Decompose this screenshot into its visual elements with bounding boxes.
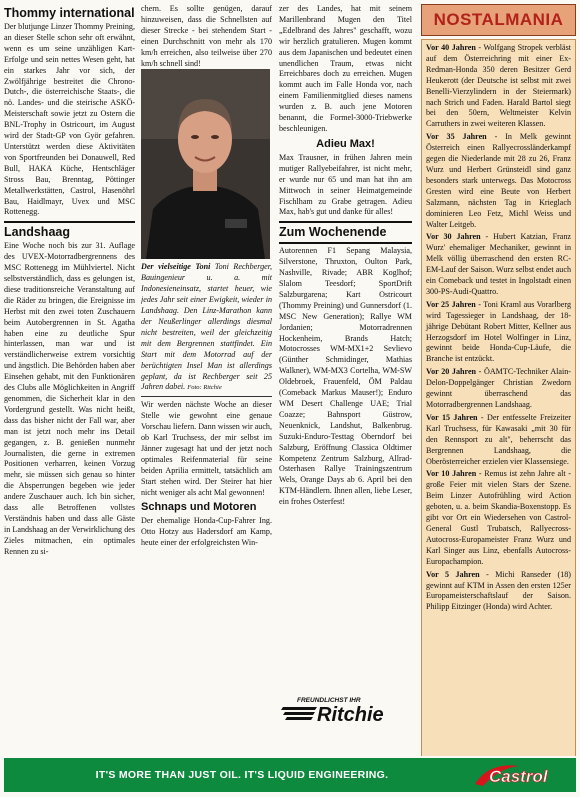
article-schnaps-cont: zer des Landes, hat mit seinem Marillenbrand Mugen den Titel „Edelbrand des Jahres" geschafft, wozu wir herzlich gratulieren. Mugen kommt aus dem Japanischen und bedeutet einen unendlichen Traum, etwas nicht Erreichbares doch zu erreichen. Mugen kommt auch im Falle Honda vor, nach einem Familienmitglied dieses namens wurden z. B. auch jene Motoren benannt, die Formel-3000-Triebwerke beschleunigen.	[279, 4, 412, 133]
item-text: - Der entfesselte Freizeiter Karl Truchsess, für Kawasaki „mit 30 für den Rennsport zu alt", beherrscht das Bergrennen Landshaag, die Oberösterreicher erzielen vier Klassensiege.	[426, 412, 572, 466]
nostalmania-item	[426, 570, 571, 614]
item-lead: Vor 20 Jahren	[426, 367, 477, 377]
portrait-man-image	[141, 69, 270, 259]
nostalmania-item	[426, 367, 571, 411]
divider	[279, 242, 412, 244]
caption-text: Toni Rechberger, Bauingenieur u. a. mit Indonesieneinsatz, startet heuer, wie jedes Jahr seit einer Ewigkeit, wieder in Landshaag. Den Linz-Marathon kann der Neußerlinger allerdings diesmal nicht bestreiten, weil der gleichzeitig mit dem Bergrennen stattfindet. Ein Start mit dem Motorrad auf der berüchtigten Insel Man ist allerdings geplant, da ist Rechberger seit 25 Jahren dabei.	[141, 262, 272, 392]
item-text: - In Melk gewinnt Österreich einen Rallyecrossländerkampf gegen die Niederlande mit 28 zu 26, Franz Wurz und Herbert Grünsteidl sind ganz besonders stark unterwegs. Das Motocross Gresten wird eine Beute von Herbert Salzmann, nächsten Tag in Krieglach dominieren Leo Fetz, Michl Weiss und Walter Leitgeb.	[426, 132, 571, 229]
item-lead: Vor 35 Jahren	[426, 132, 487, 142]
castrol-wordmark: Castrol	[489, 767, 548, 786]
item-lead: Vor 30 Jahren	[426, 232, 481, 242]
heading-thommy-international: Thommy international	[4, 6, 135, 20]
article-landshaag: Eine Woche noch bis zur 31. Auflage des UVEX-Motorradbergrennens des MSC Rottenegg im Mühlviertel. Nicht selbstverständlich, dass es gelungen ist, diese traditionsreiche Veranstaltung auf die Räder zu bringen, die Ereignisse im Herbst mit den zwei toten Zuschauern beim Autobergrennen in St. Agatha haben eine zu deutliche Spur hinterlassen, man war und ist verständlicherweise extrem vorsichtig und ängstlich. Die Behörden haben aber Einsehen gehabt, mit den Funktionären des Clubs alle Möglichkeiten in Angriff genommen, die Sicherheit klar in den Vordergrund gestellt. Was nicht heißt, dass das bisher nicht der Fall war, aber man ist jetzt noch mehr ins Detail gegangen, z. B. genießen nunmehr Journalisten, die gerne in extremen Positionen verharren, keinen Vorzug mehr, sie müssen sich genau so hinter die Absperrungen begeben wie jeder andere Zuschauer auch. Ich bin sicher, dass alle Betroffenen vollstes Verständnis haben und dass alle Gäste in Landshaag an der Verwirklichung des Zieles mitmachen, ein optimales Rennen zu si-	[4, 241, 135, 556]
item-text: - Wolfgang Stropek verbläst auf dem Österreichring mit einer Ex-Redman-Honda 350 deren Besitzer Gerd Heukerott (der Deutsche ist selbst mit zwei Benelli-Vierzylindern in der Steiermark) nach Strich und Faden. Harald Bartol siegt bei den 50ern, Weltmeister Kelvin Carruthers in zwei weiteren Klassen.	[426, 43, 571, 129]
portrait-photo	[141, 69, 270, 259]
article-adieu-max: Max Trausner, in frühen Jahren mein mutiger Rallyebeifahrer, ist nicht mehr, er wurde nur 65 und man hat ihn am Mittwoch in seiner Heimatgemeinde Fischlham zu Grabe getragen. Adieu Max, hab's gut und danke für alles!	[279, 152, 412, 217]
photo-credit: Foto: Ritchie	[187, 384, 222, 392]
heading-adieu-max: Adieu Max!	[316, 137, 375, 150]
banner-slogan: IT'S MORE THAN JUST OIL. IT'S LIQUID ENGINEERING.	[95, 769, 389, 781]
nostalmania-item	[426, 43, 571, 130]
article-schnaps: Der ehemalige Honda-Cup-Fahrer Ing. Otto Hotzy aus Hadersdorf am Kamp, heute einer der erfolgreichsten Win-	[141, 516, 272, 548]
item-lead: Vor 15 Jahren	[426, 412, 478, 422]
item-text: - Remus ist zehn Jahre alt - große Feier mit vielen Stars der Szene. Beim Linzer Autofrühling wird Action geboten, u. a. beim Skandia-Boxenstopp. Es gibt vor Ort ein Wiedersehen von Castrol-General Gustl Trubatsch, Rallyecross-Autocross-Europameister Franz Wurz und Karl Singer aus Linz, ebenfalls Autocross-Europachampion.	[426, 469, 571, 566]
nostalmania-title: NOSTALMANIA	[433, 9, 564, 29]
item-lead: Vor 40 Jahren	[426, 43, 476, 52]
nostalmania-item	[426, 232, 571, 297]
item-text: - Toni Kraml aus Vorarlberg wird Tagessieger in Landshaag, der 18-jährige Debütant Robert Mitter, Kellner aus Herzogsdorf im Hotel Wolfinger in Linz, gewinnt beide Honda-Cup-Läufe, die Branche ist entzückt.	[426, 299, 571, 364]
column-3	[279, 4, 412, 754]
item-text: - Michi Ranseder (18) gewinnt auf KTM in Assen den ersten 125er Europameisterschaftslauf der Saison. Philipp Eitzinger (Honda) wird Achter.	[426, 569, 571, 612]
nostalmania-item	[426, 413, 571, 468]
column-2	[141, 4, 272, 754]
divider	[141, 396, 272, 397]
column-4	[421, 4, 576, 756]
caption-lead: Der vielseitige Toni	[141, 262, 211, 272]
photo-caption	[141, 262, 272, 394]
item-lead: Vor 10 Jahren	[426, 469, 477, 479]
heading-zum-wochenende: Zum Wochenende	[279, 225, 387, 240]
divider	[279, 221, 412, 223]
nostalmania-box	[421, 39, 576, 756]
article-landshaag-cont: chern. Es sollte genügen, darauf hinzuweisen, dass die Schnellsten auf dieser Strecke - bei stehendem Start - einen Durchschnitt von mehr als 170 km/h erreichen, also teilweise über 270 km/h schnell sind!	[141, 4, 272, 68]
logo-name: Ritchie	[317, 704, 384, 725]
heading-landshaag: Landshaag	[4, 225, 70, 240]
article-wochenende: Autorennen F1 Sepang Malaysia, Silverstone, Thruxton, Oulton Park, Nashville, Rivade; ABR Koglhof; Slalom Teesdorf; SportDrift Salzburgarena; Kart Ostricourt (Thommy Preining) und Gunnersdorf (1. MSC New Generation); Rallye WM Jordanien; Motorradrennen Hockenheim, Brands Hatch; Motocrosses WM-MX1+2 Sevlievo (Günther Schmidinger, Mathias Walkner), WM-MX3 Cortelha, WM-SW Oldebroek, Frauenfeld, ÖM Paldau (Comeback Markus Mauser!); Enduro WM Desert Challenge UAE; Trial Coazze; Bahnsport Güstrow, Neuenknick, Landshut, Balkenbrug. Suzuki-Enduro-Testtag Oberndorf bei Salzburg, Eröffnung Classica Oldtimer Kompetenz Zentrum Salzburg, Allrad-Osterhasen Rallye Trainingszentrum Wels, Orange Days ab 6. April bei den KTM-Händlern. Ihnen allen, liebe Leser, ein frohes Osterfest!	[279, 246, 412, 507]
item-text: - Hubert Katzian, Franz Wurz' ehemaliger Mechaniker, gewinnt in Melk völlig überraschend den ersten RC-EM-Lauf der Saison. Wurz selbst endet auch ein Comeback und testet in Ingolstadt einen 300-PS-Audi-Quattro.	[426, 232, 571, 296]
nostalmania-item	[426, 469, 571, 567]
item-text: - ÖAMTC-Techniker Alain-Delon-Doppelgänger Christian Zwedorn gewinnt überraschend das Motorradbergrennen Landshaag.	[426, 367, 571, 409]
heading-schnaps-und-motoren: Schnaps und Motoren	[141, 501, 257, 514]
ritchie-signature-logo	[279, 693, 412, 725]
article-thommy: Der blutjunge Linzer Thommy Preining, an dieser Stelle schon sehr oft erwähnt, wenn es um seine unzähligen Kart-Erfolge und sein nettes Wesen geht, hat ein starkes Jahr vor sich, der Zwölfjährige bestreitet die Chrono-Dutch-, die österreichische Staats-, die nö. Landes- und die steirische ASKÖ-Meisterschaft sowie jetzt zu Ostern die BNL-Trophy in Ostricourt, im August wird der Stadt-GP von Györ gefahren. Unterstützt werden diese Aktivitäten von Sportfreunden bei Donauwell, Red Bull, HAKA Küche, Hentschläger Stross Bau, Brenntag, Pöttinger Metallwerkstätten, Castrol, Hasenöhrl Bau, Haidlmayr, Uvex und MSC Rottenegg.	[4, 22, 135, 217]
item-lead: Vor 25 Jahren	[426, 299, 476, 309]
nostalmania-header	[421, 4, 576, 36]
nostalmania-item	[426, 300, 571, 365]
item-lead: Vor 5 Jahren	[426, 569, 480, 579]
logo-tagline: FREUNDLICHST IHR	[297, 697, 361, 704]
castrol-logo	[466, 758, 576, 792]
column-1	[4, 4, 135, 754]
divider	[4, 221, 135, 223]
castrol-ad-banner[interactable]	[4, 758, 576, 792]
article-vorschau: Wir werden nächste Woche an dieser Stelle wie gewohnt eine genaue Vorschau liefern. Dann wissen wir auch, ob Karl Truchsess, der mir selbst im Jänner zugesagt hat und der jetzt noch optimales Reifenmaterial für seine beiden Aprilia ermittelt, tatsächlich am Start stehen wird. Der Steirer hat hier nicht weniger als acht Mal gewonnen!	[141, 400, 272, 497]
nostalmania-item	[426, 132, 571, 230]
